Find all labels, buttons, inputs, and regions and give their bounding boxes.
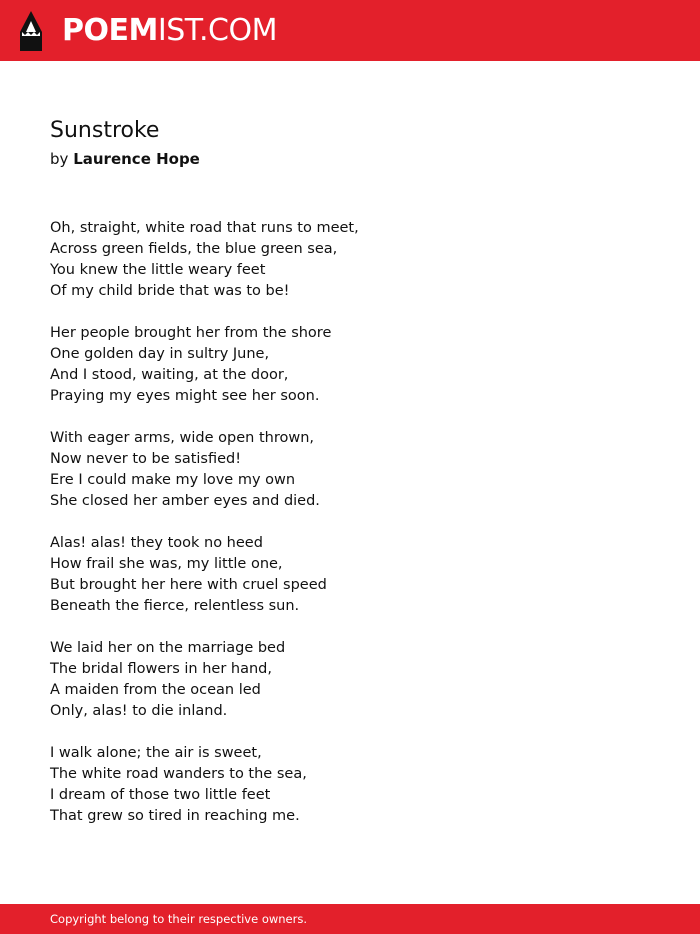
poem-line: Of my child bride that was to be! xyxy=(50,283,290,299)
poem-line: Beneath the fierce, relentless sun. xyxy=(50,598,300,614)
stanza xyxy=(50,323,670,407)
poem-line: Across green fields, the blue green sea, xyxy=(50,241,338,257)
site-logo-link[interactable] xyxy=(62,12,277,50)
stanza xyxy=(50,533,670,617)
poem-line: I dream of those two little feet xyxy=(50,787,271,803)
poem-line: You knew the little weary feet xyxy=(50,262,266,278)
pencil-icon xyxy=(18,10,44,52)
stanza xyxy=(50,218,670,302)
poem-line: We laid her on the marriage bed xyxy=(50,640,286,656)
stanza xyxy=(50,428,670,512)
poem-line: One golden day in sultry June, xyxy=(50,346,270,362)
poem-line: Her people brought her from the shore xyxy=(50,325,332,341)
poem-title: Sunstroke xyxy=(50,118,160,143)
poem-line: With eager arms, wide open thrown, xyxy=(50,430,314,446)
poem-line: But brought her here with cruel speed xyxy=(50,577,327,593)
poem-line: A maiden from the ocean led xyxy=(50,682,261,698)
logo-bold-text: POEM xyxy=(62,13,158,48)
poem-line: Now never to be satisfied! xyxy=(50,451,242,467)
poem-line: Oh, straight, white road that runs to meet, xyxy=(50,220,359,236)
poem-line: How frail she was, my little one, xyxy=(50,556,283,572)
site-footer xyxy=(0,904,700,934)
poem-line: Ere I could make my love my own xyxy=(50,472,296,488)
poem-line: The bridal flowers in her hand, xyxy=(50,661,272,677)
poem-line: Praying my eyes might see her soon. xyxy=(50,388,320,404)
poem-line: That grew so tired in reaching me. xyxy=(50,808,300,824)
poem-line: The white road wanders to the sea, xyxy=(50,766,307,782)
author-name: Laurence Hope xyxy=(73,150,200,168)
poem-line: And I stood, waiting, at the door, xyxy=(50,367,289,383)
poem-line: Only, alas! to die inland. xyxy=(50,703,228,719)
poem-line: I walk alone; the air is sweet, xyxy=(50,745,262,761)
logo-light-text: IST.COM xyxy=(157,13,277,48)
site-header xyxy=(0,0,700,61)
by-label: by xyxy=(50,150,69,168)
poem-body xyxy=(50,218,670,848)
byline xyxy=(50,148,200,170)
poem-line: She closed her amber eyes and died. xyxy=(50,493,320,509)
poem-line: Alas! alas! they took no heed xyxy=(50,535,263,551)
copyright-text: Copyright belong to their respective owners. xyxy=(50,912,308,926)
stanza xyxy=(50,743,670,827)
stanza xyxy=(50,638,670,722)
